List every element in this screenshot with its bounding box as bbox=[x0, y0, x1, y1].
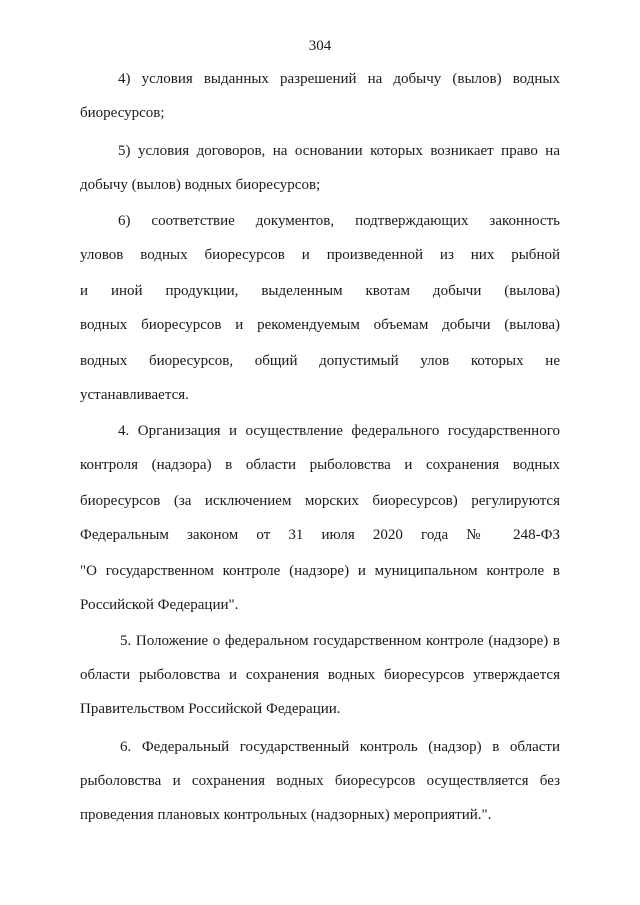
text-line: устанавливается. bbox=[80, 387, 189, 403]
text-line: рыболовства и сохранения водных биоресурсов осуществляется без bbox=[80, 773, 560, 789]
text-line: Правительством Российской Федерации. bbox=[80, 701, 341, 717]
text-line: водных биоресурсов, общий допустимый улов которых не bbox=[80, 353, 560, 369]
text-line: контроля (надзора) в области рыболовства и сохранения водных bbox=[80, 457, 560, 473]
text-line: 5. Положение о федеральном государственном контроле (надзоре) в bbox=[120, 633, 560, 649]
text-line: 6. Федеральный государственный контроль (надзор) в области bbox=[120, 739, 560, 755]
text-line: проведения плановых контрольных (надзорных) мероприятий.". bbox=[80, 807, 492, 823]
text-line: "О государственном контроле (надзоре) и муниципальном контроле в bbox=[80, 563, 560, 579]
page-number: 304 bbox=[308, 38, 332, 54]
text-line: Российской Федерации". bbox=[80, 597, 239, 613]
text-line: 4. Организация и осуществление федерального государственного bbox=[118, 423, 560, 439]
text-line: 4) условия выданных разрешений на добычу (вылов) водных bbox=[118, 71, 560, 87]
text-line: биоресурсов (за исключением морских биоресурсов) регулируются bbox=[80, 493, 560, 509]
text-line: 5) условия договоров, на основании которых возникает право на bbox=[118, 143, 560, 159]
text-line: области рыболовства и сохранения водных биоресурсов утверждается bbox=[80, 667, 560, 683]
text-line: и иной продукции, выделенным квотам добычи (вылова) bbox=[80, 283, 560, 299]
text-line: Федеральным законом от 31 июля 2020 года № 248-ФЗ bbox=[80, 527, 560, 543]
text-line: уловов водных биоресурсов и произведенной из них рыбной bbox=[80, 247, 560, 263]
text-line: 6) соответствие документов, подтверждающих законность bbox=[118, 213, 560, 229]
text-line: биоресурсов; bbox=[80, 105, 165, 121]
text-line: водных биоресурсов и рекомендуемым объемам добычи (вылова) bbox=[80, 317, 560, 333]
text-line: добычу (вылов) водных биоресурсов; bbox=[80, 177, 321, 193]
